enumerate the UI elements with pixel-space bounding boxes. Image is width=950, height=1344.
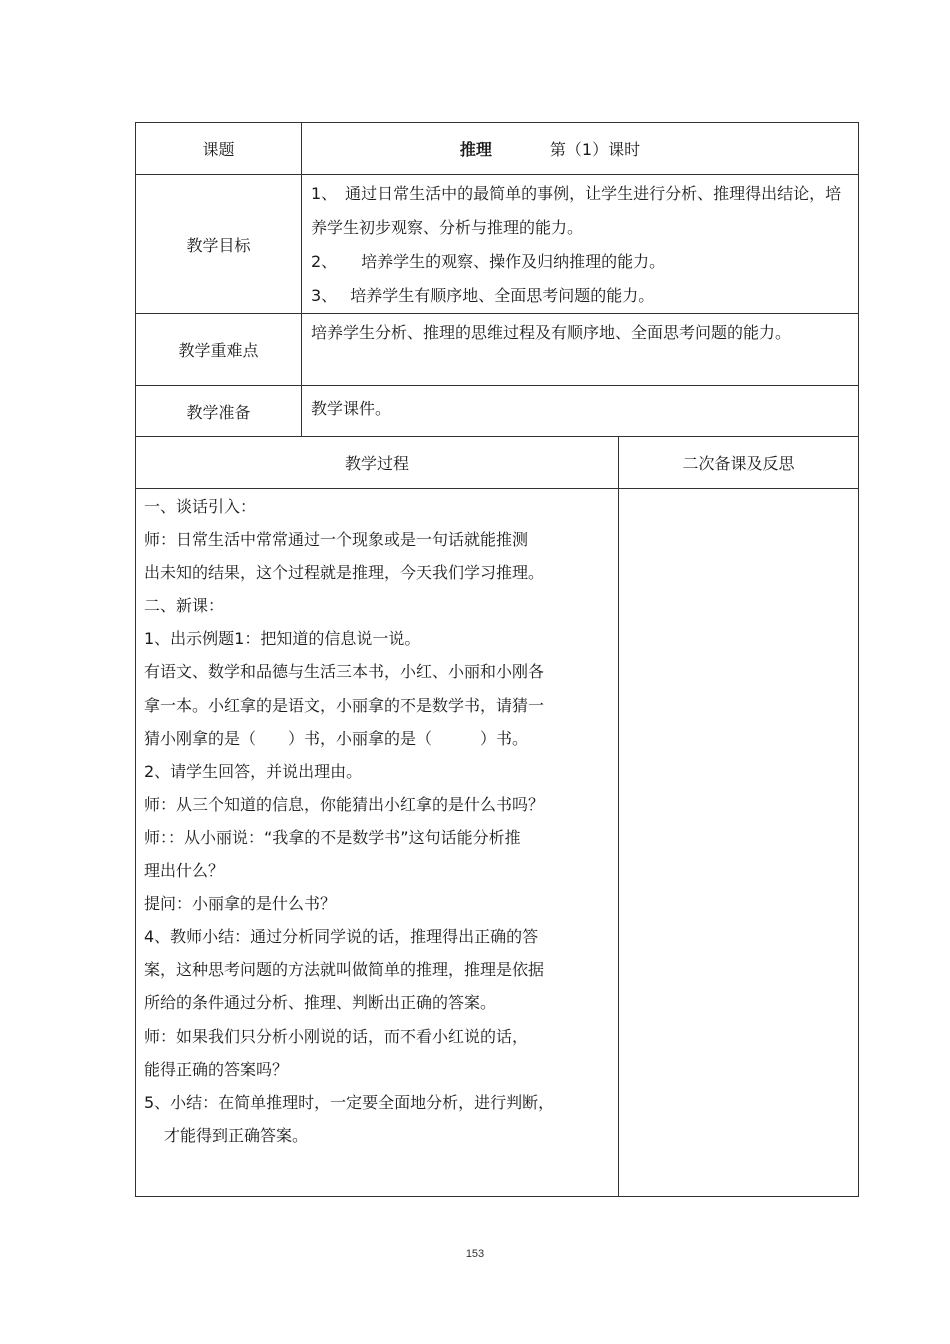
process-line: 出未知的结果，这个过程就是推理，今天我们学习推理。: [144, 563, 545, 583]
lesson-number: 第（1）课时: [549, 140, 641, 159]
process-line: 1、出示例题1：把知道的信息说一说。: [144, 629, 421, 649]
preparation-label: 教学准备: [136, 386, 302, 437]
process-line: 拿一本。小红拿的是语文，小丽拿的不是数学书，请猜一: [144, 695, 545, 715]
key-points-label: 教学重难点: [136, 314, 302, 386]
process-line: 2、请学生回答，并说出理由。: [144, 761, 363, 781]
process-line: 提问：小丽拿的是什么书？: [144, 894, 337, 914]
process-line: 有语文、数学和品德与生活三本书，小红、小丽和小刚各: [144, 662, 545, 682]
process-header-row: [136, 437, 859, 489]
key-points-text: 培养学生分析、推理的思维过程及有顺序地、全面思考问题的能力。: [302, 314, 859, 386]
process-line: 猜小刚拿的是（ ）书，小丽拿的是（ ）书。: [144, 728, 529, 748]
process-line: 案，这种思考问题的方法就叫做简单的推理，推理是依据: [144, 960, 545, 980]
lesson-plan-table: [135, 122, 859, 1197]
topic-cell: [302, 123, 859, 175]
process-line: 二、新课：: [144, 596, 225, 616]
process-line: 师：从三个知道的信息，你能猜出小红拿的是什么书吗？: [144, 794, 545, 814]
goals-cell: [302, 175, 859, 314]
reflection-content: [619, 489, 859, 1197]
goal-item: 3、 培养学生有顺序地、全面思考问题的能力。: [311, 286, 655, 305]
topic-label: 课题: [136, 123, 302, 175]
preparation-text: 教学课件。: [302, 386, 859, 437]
reflection-header: 二次备课及反思: [619, 437, 859, 489]
key-points-row: [136, 314, 859, 386]
process-line: 师：：从小丽说：“我拿的不是数学书”这句话能分析推: [144, 827, 521, 847]
process-body-row: [136, 489, 859, 1197]
topic-title: 推理: [459, 140, 492, 159]
goals-label: 教学目标: [136, 175, 302, 314]
process-line: 师：如果我们只分析小刚说的话，而不看小红说的话，: [144, 1026, 529, 1046]
preparation-row: [136, 386, 859, 437]
goals-row: [136, 175, 859, 314]
process-line: 所给的条件通过分析、推理、判断出正确的答案。: [144, 993, 497, 1013]
process-line: 4、教师小结：通过分析同学说的话，推理得出正确的答: [144, 927, 539, 947]
process-line: 5、小结：在简单推理时，一定要全面地分析，进行判断，: [144, 1092, 555, 1112]
process-line: 师：日常生活中常常通过一个现象或是一句话就能推测: [144, 530, 529, 550]
process-line: 理出什么？: [144, 861, 225, 881]
goal-item: 2、 培养学生的观察、操作及归纳推理的能力。: [311, 252, 666, 271]
process-line: 能得正确的答案吗？: [144, 1059, 289, 1079]
goal-item: 1、 通过日常生活中的最简单的事例，让学生进行分析、推理得出结论，培养学生初步观察、分析与推理的能力。: [311, 184, 842, 237]
page-number: 153: [465, 1248, 485, 1260]
process-line: 才能得到正确答案。: [164, 1125, 309, 1145]
process-line: 一、谈话引入：: [144, 497, 257, 516]
process-content: [136, 489, 619, 1197]
process-header: 教学过程: [136, 437, 619, 489]
topic-row: [136, 123, 859, 175]
